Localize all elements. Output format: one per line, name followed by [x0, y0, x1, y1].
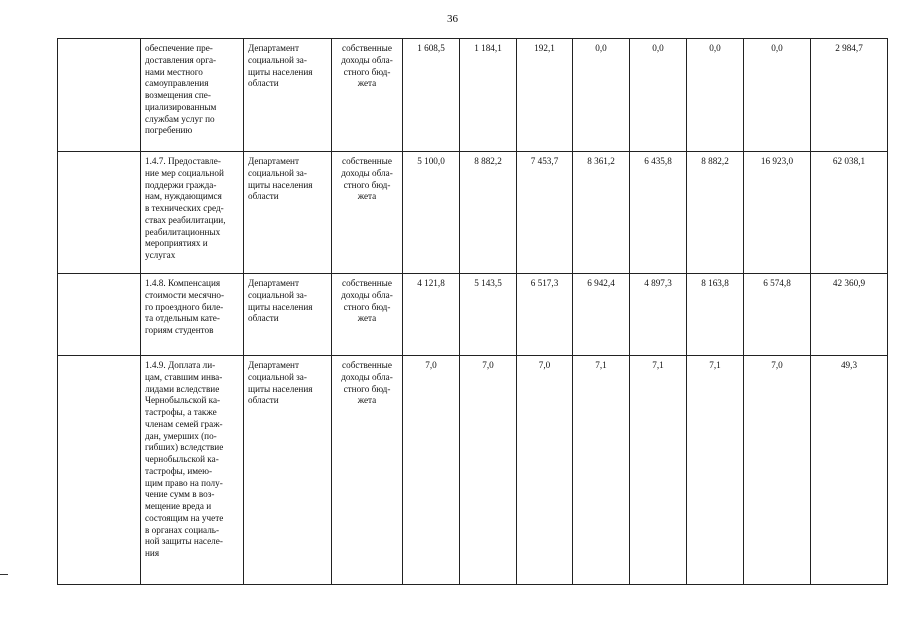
budget-table	[57, 38, 888, 585]
funding-source-cell: собственные доходы обла- стного бюд- жета	[332, 39, 403, 152]
value-cell: 8 882,2	[460, 152, 517, 274]
value-cell: 5 100,0	[403, 152, 460, 274]
table-row	[58, 274, 888, 356]
page-number: 36	[447, 13, 458, 25]
value-cell: 6 517,3	[517, 274, 573, 356]
value-cell: 0,0	[630, 39, 687, 152]
empty-index-cell	[58, 274, 141, 356]
funding-source-cell: собственные доходы обла- стного бюд- жета	[332, 274, 403, 356]
department-cell: Департамент социальной за- щиты населения области	[244, 356, 332, 585]
value-cell: 1 184,1	[460, 39, 517, 152]
value-cell: 7,1	[573, 356, 630, 585]
value-cell: 0,0	[573, 39, 630, 152]
empty-index-cell	[58, 152, 141, 274]
measure-description: 1.4.8. Компенсация стоимости месячно- го проездного биле- та отдельным кате- гориям студентов	[141, 274, 244, 356]
total-cell: 42 360,9	[811, 274, 888, 356]
value-cell: 7,0	[460, 356, 517, 585]
total-cell: 62 038,1	[811, 152, 888, 274]
measure-description: обеспечение пре- доставления орга- нами местного самоуправления возмещения спе- циализированным службам услуг по погребению	[141, 39, 244, 152]
value-cell: 7,0	[517, 356, 573, 585]
funding-source-cell: собственные доходы обла- стного бюд- жета	[332, 152, 403, 274]
measure-description: 1.4.9. Доплата ли- цам, ставшим инва- лидами вследствие Чернобыльской ка- тастрофы, а также членам семей граж- дан, умерших (по- гибших) вследствие чернобыльской ка- тастрофы, имею- щим право на полу- чение сумм в воз- мещение вреда и состоящим на учете в органах социаль- ной защиты населе- ния	[141, 356, 244, 585]
department-cell: Департамент социальной за- щиты населения области	[244, 152, 332, 274]
value-cell: 8 882,2	[687, 152, 744, 274]
table-row	[58, 39, 888, 152]
table-row	[58, 152, 888, 274]
value-cell: 6 574,8	[744, 274, 811, 356]
value-cell: 7,0	[744, 356, 811, 585]
value-cell: 4 897,3	[630, 274, 687, 356]
empty-index-cell	[58, 356, 141, 585]
value-cell: 7,0	[403, 356, 460, 585]
value-cell: 1 608,5	[403, 39, 460, 152]
value-cell: 192,1	[517, 39, 573, 152]
value-cell: 6 942,4	[573, 274, 630, 356]
value-cell: 7,1	[687, 356, 744, 585]
table-row	[58, 356, 888, 585]
empty-index-cell	[58, 39, 141, 152]
funding-source-cell: собственные доходы обла- стного бюд- жета	[332, 356, 403, 585]
value-cell: 16 923,0	[744, 152, 811, 274]
margin-mark	[0, 574, 8, 575]
value-cell: 8 163,8	[687, 274, 744, 356]
value-cell: 0,0	[687, 39, 744, 152]
measure-description: 1.4.7. Предоставле- ние мер социальной поддержи гражда- нам, нуждающимся в технических сред- ствах реабилитации, реабилитационных мероприятиях и услугах	[141, 152, 244, 274]
value-cell: 4 121,8	[403, 274, 460, 356]
value-cell: 8 361,2	[573, 152, 630, 274]
department-cell: Департамент социальной за- щиты населения области	[244, 274, 332, 356]
value-cell: 7,1	[630, 356, 687, 585]
total-cell: 49,3	[811, 356, 888, 585]
value-cell: 6 435,8	[630, 152, 687, 274]
value-cell: 0,0	[744, 39, 811, 152]
value-cell: 7 453,7	[517, 152, 573, 274]
department-cell: Департамент социальной за- щиты населения области	[244, 39, 332, 152]
total-cell: 2 984,7	[811, 39, 888, 152]
value-cell: 5 143,5	[460, 274, 517, 356]
